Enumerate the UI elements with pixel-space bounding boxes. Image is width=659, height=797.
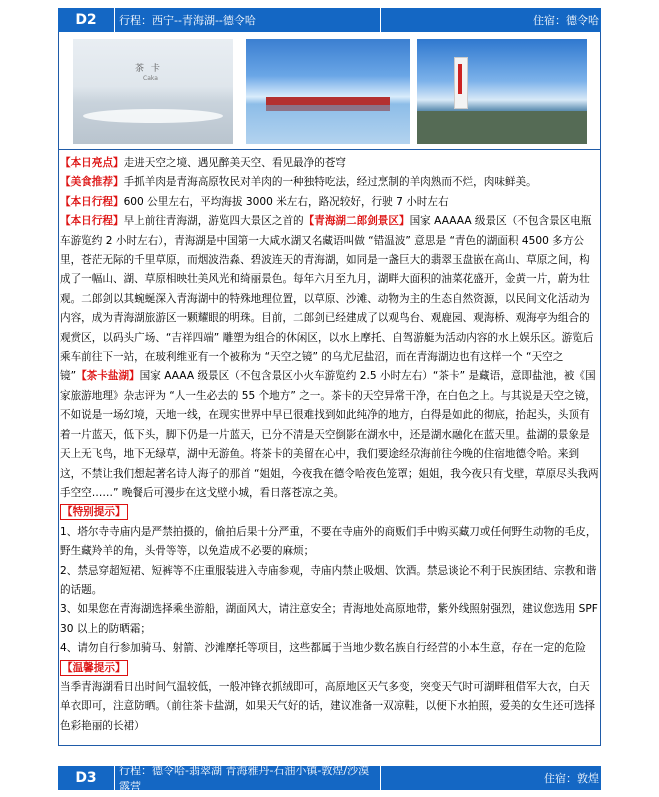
photo-train-sky-mirror (246, 39, 410, 144)
itinerary-text-3: 国家 AAAA 级景区（不包含景区小火车游览约 2.5 小时左右）“茶卡” 是藏语，意即盐池，被《国家旅游地理》杂志评为 “人一生必去的 55 个地方” 之一。茶卡的天空异常干净，在白色之上。与其说是天空之镜，不如说是一场幻境，天地一线，在现实世界中早已很难找到如此纯净的地方，白得是如此的彻底，抬起头，头顶有着一片蓝天，低下头，脚下仍是一片蓝天，已分不清是天空倒影在湖水中，还是湖水融化在蓝天里。盐湖的景象是天上无飞鸟，地下无绿草，湖中无游鱼。将茶卡的美留在心中，我们要途经尕海前往今晚的住宿地德令哈。来到这，不禁让我们想起著名诗人海子的那首 “姐姐，今夜我在德令哈夜色笼罩；姐姐，我今夜只有戈壁，草原尽头我两手空空……” 晚餐后可漫步在这戈壁小城，看日落苍凉之美。 (60, 370, 599, 499)
monument-shape (454, 57, 468, 109)
day3-header (58, 764, 601, 793)
tip-item: 1、塔尔寺寺庙内是严禁拍摄的，偷拍后果十分严重，不要在寺庙外的商贩们手中购买藏刀或任何野生动物的毛皮，野生藏羚羊的角，头骨等等，以免造成不必要的麻烦； (60, 525, 597, 558)
warm-text: 当季青海湖看日出时间气温较低，一般冲锋衣抓绒即可，高原地区天气多变，突变天气时可湖畔租借军大衣，白天单衣即可，注意防晒。（前往茶卡盐湖，如果天气好的话，建议准备一双凉鞋，以便下水拍照，爱美的女生还可选择色彩艳丽的长裙） (60, 680, 595, 732)
train-shape (266, 97, 390, 105)
itinerary-label: 【本日行程】 (60, 195, 124, 208)
highlights-text: 走进天空之境、遇见醉美天空、看见最净的苍穹 (123, 157, 347, 169)
day-accommodation: 住宿：德令哈 (380, 8, 601, 32)
spot-erlangjian: 【青海湖二郎剑景区】 (303, 215, 410, 228)
photo-qinghai-lake-monument (417, 39, 587, 144)
itinerary-label-2: 【本日行程】 (60, 215, 124, 228)
day2-content (60, 154, 600, 736)
drive-info: 600 公里左右，平均海拔 3000 米左右，路况较好，行驶 7 小时左右 (123, 195, 449, 208)
spot-chaka: 【茶卡盐湖】 (76, 370, 140, 383)
day-accommodation: 住宿：敦煌 (380, 766, 601, 790)
itinerary-text-1: 早上前往青海湖，游览四大景区之首的 (123, 215, 304, 228)
itinerary-body (60, 212, 600, 503)
warm-label: 【温馨提示】 (62, 661, 126, 674)
day-number: D3 (58, 766, 114, 790)
tips-heading (60, 503, 600, 522)
photo-caption: 茶 卡 (135, 64, 162, 74)
photo-chaka-salt-lake (73, 39, 233, 144)
photo-strip (58, 32, 601, 150)
day2-header (58, 8, 601, 32)
tip-item: 2、禁忌穿超短裙、短裤等不庄重服装进入寺庙参观，寺庙内禁止吸烟、饮酒。禁忌谈论不利于民族团结、宗教和谐的话题。 (60, 564, 597, 596)
warm-heading (60, 659, 600, 678)
highlights-label: 【本日亮点】 (60, 157, 124, 169)
day-route: 行程：西宁--青海湖--德令哈 (114, 8, 380, 32)
food-line (60, 173, 600, 192)
highlights-line (60, 154, 600, 173)
food-text: 手抓羊肉是青海高原牧民对羊肉的一种独特吃法，经过烹制的羊肉熟而不烂，肉味鲜美。 (123, 176, 537, 189)
tip-item: 3、如果您在青海湖选择乘坐游船，湖面风大，请注意安全；青海地处高原地带，紫外线照射强烈，建议您选用 SPF30 以上的防晒霜； (60, 603, 598, 635)
itinerary-text-2: 国家 AAAAA 级景区（不包含景区电瓶车游览约 2 小时左右），青海湖是中国第一大咸水湖又名藏语叫做 “错温波” 意思是 “青色的湖面积 4500 多方公里，苍茫无际的千里草原，而烟波浩淼、碧波连天的青海湖，如同是一盏巨大的翡翠玉盘嵌在高山、草原之间，构成了一幅山、湖、草原相映壮美风光和绮丽景色。每年六月至九月，湖畔大面积的油菜花盛开，金黄一片，蔚为壮观。二郎剑以其蜿蜒深入青海湖中的特殊地理位置，以草原、沙滩、动物为主的生态自然资源，以民间文化活动为内容，成为青海湖旅游区一颗耀眼的明珠。目前，二郎剑已经建成了以观鸟台、观鹿园、观海桥、观海亭为组合的观赏区，以码头广场、“吉祥四端” 雕塑为组合的休闲区，以水上摩托、自驾游艇为活动内容的水上娱乐区。游览后乘车前往下一站，在玻利维亚有一个被称为 “天空之镜” 的乌尤尼盐沼，而在青海湖边也有这样一个 “天空之镜” (60, 215, 594, 383)
day-route: 行程：德令哈-翡翠湖 青海雅丹-石油小镇-敦煌/沙漠露营 (114, 766, 380, 790)
tip-item: 4、请勿自行参加骑马、射箭、沙滩摩托等项目，这些都属于当地少数名族自行经营的小本生意，存在一定的危险 (60, 642, 586, 655)
tips-label: 【特别提示】 (62, 506, 126, 519)
shore-shape (417, 111, 587, 144)
day-number: D2 (58, 8, 114, 32)
drive-line (60, 193, 600, 212)
food-label: 【美食推荐】 (60, 176, 124, 189)
salt-flat-shape (83, 109, 223, 123)
photo-caption-sub: Caka (143, 75, 158, 82)
